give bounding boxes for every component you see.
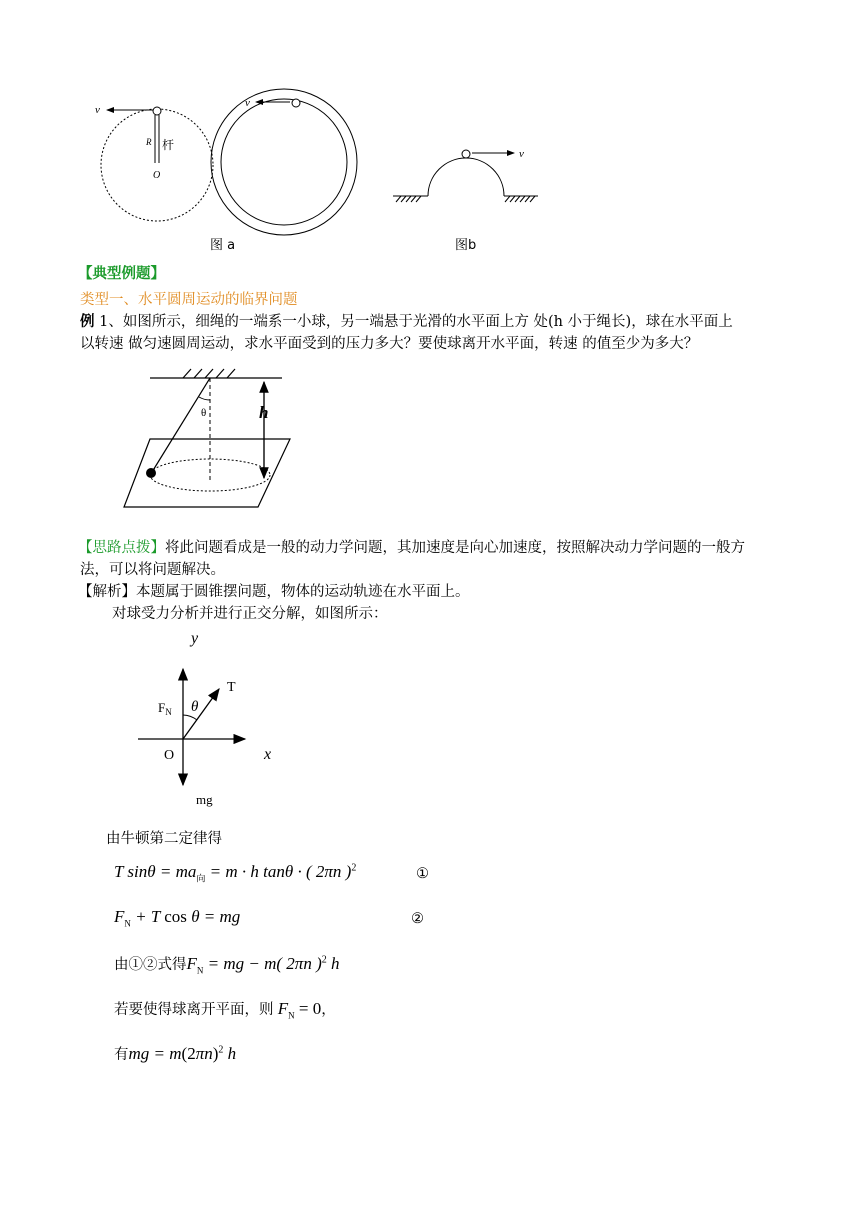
eq1-theta: θ — [147, 862, 156, 881]
hint-label: 【思路点拨】 — [78, 540, 165, 556]
caption-figure-a: 图 a — [210, 238, 236, 253]
eq5-paren-close: ) — [212, 1044, 219, 1063]
cone-theta-label: θ — [201, 407, 207, 419]
eq2-cos: cos — [164, 907, 187, 926]
v-label-ring: v — [245, 97, 250, 109]
example-line-1 — [80, 311, 733, 333]
force-diagram — [0, 620, 860, 810]
eq1-power: 2 — [351, 862, 357, 874]
eq3-prefix: 由①②式得 — [114, 957, 187, 973]
eq4-suffix: ， — [321, 1002, 336, 1018]
eq5-paren: (2 — [181, 1044, 196, 1063]
origin-label: O — [164, 748, 175, 763]
y-axis-label: y — [191, 630, 199, 647]
arch-diagram — [393, 148, 538, 202]
fn-label-main: F — [158, 700, 166, 715]
eq3-subscript: N — [196, 965, 204, 976]
caption-figure-b: 图b — [455, 238, 477, 253]
hint-line-1 — [78, 537, 745, 559]
rod-circle-diagram — [95, 104, 213, 221]
equation-1: T $\sin\theta = ma_向 = m \cdot h$ tanθ · ( 2πn )$^2$ — [114, 862, 357, 884]
r-label: R — [146, 137, 152, 147]
eq4-prefix: 若要使得球离开平面，则 — [114, 1002, 274, 1018]
hint-line-2: 法，可以将问题解决。 — [80, 562, 225, 578]
eq1-pi: π — [324, 862, 333, 881]
solution-line-2: 对球受力分析并进行正交分解，如图所示： — [112, 606, 388, 622]
example-text-1: 1、如图所示，细绳的一端系一小球，另一端悬于光滑的水平面上方 处(h 小于绳长)，球在水平面上 — [94, 314, 733, 330]
equation-2: $F_N + T$ cos θ = mg — [114, 907, 241, 929]
fn-label — [158, 700, 172, 717]
eq5-power: 2 — [218, 1044, 224, 1056]
theta-label: θ — [191, 699, 199, 715]
o-label-a: O — [153, 170, 161, 181]
eq1-subscript: 向 — [196, 873, 206, 884]
v-label-arch: v — [519, 148, 524, 160]
eq3-power: 2 — [321, 954, 327, 966]
figure-a-b — [0, 0, 860, 260]
eq1-theta2: θ — [284, 862, 294, 881]
eq5-prefix: 有 — [114, 1047, 129, 1063]
solution-line-1 — [78, 581, 470, 603]
type-title: 类型一、水平圆周运动的临界问题 — [80, 292, 298, 308]
equation-1-mark: ① — [416, 866, 429, 882]
cone-pendulum-figure — [0, 360, 860, 520]
equation-2-mark: ② — [411, 911, 424, 927]
newton-text: 由牛顿第二定律得 — [106, 831, 222, 847]
v-label-a: v — [95, 104, 100, 116]
eq4-subscript: N — [288, 1010, 295, 1021]
equation-5: 有mg = $m(2\pi n)^2$ h — [114, 1044, 237, 1063]
ring-track-diagram — [211, 89, 357, 235]
cone-h-label: h — [259, 403, 269, 422]
equation-3: 由①②式得$F_N$ = mg − m( 2πn )$^2$ h — [114, 954, 340, 976]
section-title: 【典型例题】 — [78, 265, 165, 282]
example-line-2: 以转速 做匀速圆周运动，求水平面受到的压力多大？要使球离开水平面，转速 的值至少为多大？ — [80, 336, 699, 352]
fn-label-sub: N — [165, 707, 172, 717]
eq2-subscript: N — [124, 918, 131, 929]
eq4-value: = 0 — [298, 999, 322, 1018]
hint-text-1: 将此问题看成是一般的动力学问题，其加速度是向心加速度，按照解决动力学问题的一般方 — [165, 540, 745, 556]
solution-text-1: 本题属于圆锥摆问题，物体的运动轨迹在水平面上。 — [136, 584, 470, 600]
equation-4: 若要使得球离开平面，则 $F_N = 0$， — [114, 999, 336, 1021]
x-axis-label: x — [264, 746, 272, 763]
rod-label: 杆 — [162, 138, 175, 152]
t-label: T — [227, 680, 236, 695]
solution-label: 【解析】 — [78, 584, 136, 600]
example-label: 例 — [80, 313, 95, 330]
mg-label: mg — [196, 792, 213, 807]
